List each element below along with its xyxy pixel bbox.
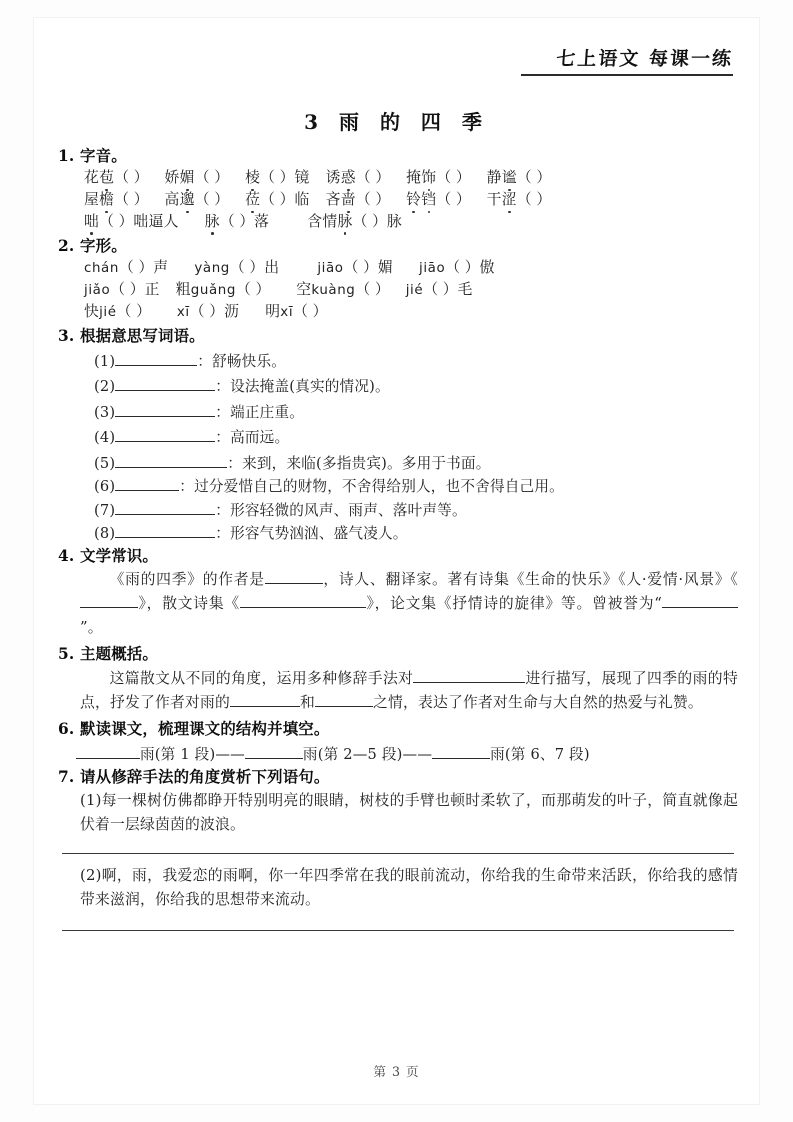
term-hanqing-1: 含情	[307, 213, 338, 230]
pinyin-yang: yàng	[194, 261, 230, 277]
answer-blank-subject[interactable]	[413, 667, 525, 683]
term-duoduo-2: 咄逼人	[133, 213, 179, 230]
term-mailuo-2: 落	[254, 213, 270, 230]
term-jingmi-1: 静	[486, 169, 502, 187]
item-number: (4)	[94, 429, 116, 447]
answer-paren-5[interactable]: （ ）	[436, 169, 471, 187]
answer-blank[interactable]	[115, 452, 227, 468]
answer-paren-13[interactable]: （ ）	[99, 213, 134, 230]
pinyin-jiao-3: jiǎo	[84, 283, 111, 298]
structure-fill-row	[76, 743, 738, 762]
char-kuai: 快	[84, 302, 100, 320]
item-text: ：设法掩盖(真实的情况)。	[215, 378, 390, 396]
pinyin-jiao-1: jiāo	[317, 261, 344, 277]
answer-paren-16[interactable]: （ ）	[118, 259, 154, 277]
item-number: (8)	[94, 525, 116, 543]
answer-blank[interactable]	[115, 401, 215, 417]
term-lingdang-2: 铛	[421, 191, 437, 209]
term-lengjing-2: 镜	[294, 169, 310, 187]
term-wuyan-1: 屋	[84, 191, 100, 209]
term-jiaomei-2: 媚	[179, 169, 195, 187]
definition-item	[94, 475, 738, 494]
answer-paren-2[interactable]: （ ）	[194, 169, 230, 187]
char-ming: 明	[265, 302, 281, 320]
definition-item	[94, 375, 738, 394]
item-number: (2)	[94, 378, 116, 396]
char-chu: 出	[264, 259, 280, 277]
term-huabao-1: 花	[84, 169, 100, 187]
item-number: (7)	[94, 501, 116, 519]
term-lilin-1: 莅	[245, 191, 261, 209]
section-heading-7: 7. 请从修辞手法的角度赏析下列语句。	[58, 767, 330, 786]
answer-paren-11[interactable]: （ ）	[436, 191, 471, 209]
definition-item	[94, 401, 738, 420]
definition-item	[94, 426, 738, 445]
pinyin-chan: chán	[84, 261, 119, 277]
answer-paren-9[interactable]: （ ）	[260, 191, 295, 209]
char-li: 沥	[224, 302, 240, 320]
character-row-3	[84, 302, 738, 320]
answer-paren-6[interactable]: （ ）	[516, 169, 552, 187]
theme-summary-paragraph	[80, 667, 738, 715]
answer-blank-collection-1[interactable]	[80, 592, 138, 608]
answer-paren-4[interactable]: （ ）	[355, 169, 391, 187]
answer-paren-25[interactable]: （ ）	[189, 302, 225, 320]
answer-line-1[interactable]	[62, 853, 734, 854]
lk-text-5: ”。	[80, 619, 103, 637]
term-gaomiao-1: 高	[164, 191, 180, 209]
header-underline	[521, 74, 733, 76]
term-yanshi-1: 掩	[406, 169, 422, 187]
ts-text-2: 进行描写，展现了四季的雨的特点，抒发了作者对雨的	[80, 669, 738, 711]
structure-text-3: 雨(第 6、7 段)	[490, 746, 590, 764]
answer-paren-18[interactable]: （ ）	[343, 259, 378, 277]
char-cu: 粗	[175, 281, 191, 298]
answer-blank[interactable]	[115, 426, 215, 442]
answer-paren-26[interactable]: （ ）	[293, 302, 328, 320]
answer-paren-3[interactable]: （ ）	[260, 169, 295, 187]
term-mailuo-1: 脉	[204, 213, 220, 230]
answer-paren-15[interactable]: （ ）	[352, 213, 387, 230]
term-huabao-2: 苞	[99, 169, 115, 187]
structure-text-2: 雨(第 2—5 段)——	[302, 746, 433, 764]
answer-blank-structure-3[interactable]	[432, 743, 490, 759]
term-linse-2: 啬	[340, 191, 356, 209]
term-hanqing-2: 脉	[337, 213, 353, 230]
answer-paren-21[interactable]: （ ）	[235, 281, 271, 298]
appreciation-question-2: (2)啊，雨，我爱恋的雨啊，你一年四季常在我的眼前流动，你给我的生命带来活跃，你给我的感情带来滋润，你给我的思想带来流动。	[80, 867, 738, 909]
term-yanshi-2: 饰	[421, 169, 437, 187]
char-kong: 空	[296, 281, 312, 298]
item-text: ：形容气势汹汹、盛气凌人。	[215, 525, 408, 543]
term-lengjing-1: 棱	[245, 169, 261, 187]
character-row-2	[84, 283, 738, 298]
pinyin-jiao-2: jiāo	[419, 261, 446, 277]
answer-paren-19[interactable]: （ ）	[445, 259, 480, 277]
item-text: ：形容轻微的风声、雨声、落叶声等。	[215, 501, 467, 519]
term-lilin-2: 临	[294, 191, 310, 209]
ts-text-1: 这篇散文从不同的角度，运用多种修辞手法对	[109, 669, 414, 687]
definition-item	[94, 522, 738, 541]
item-text: ：舒畅快乐。	[197, 352, 287, 370]
section-heading-5: 5. 主题概括。	[58, 645, 158, 664]
char-sheng: 声	[153, 259, 169, 277]
lk-text-3: 》，散文诗集《	[138, 595, 240, 613]
definition-item	[94, 499, 738, 518]
answer-blank-honorific[interactable]	[662, 592, 738, 608]
answer-blank[interactable]	[115, 522, 215, 538]
answer-paren-14[interactable]: （ ）	[219, 213, 255, 230]
char-ao: 傲	[479, 259, 495, 277]
ts-text-3: 和	[299, 693, 315, 711]
answer-blank-structure-1[interactable]	[76, 743, 140, 759]
term-hanqing-3: 脉	[386, 213, 402, 230]
definition-item	[94, 452, 738, 471]
paper-sheet	[34, 18, 759, 1104]
answer-paren-22[interactable]: （ ）	[355, 281, 390, 298]
section-heading-6: 6. 默读课文，梳理课文的结构并填空。	[58, 719, 330, 738]
term-ganse-2: 涩	[501, 191, 517, 209]
term-jiaomei-1: 娇	[164, 169, 180, 187]
answer-paren-10[interactable]: （ ）	[355, 191, 391, 209]
page-title: 3 雨 的 四 季	[304, 110, 489, 134]
item-text: ：来到，来临(多指贵宾)。多用于书面。	[227, 454, 491, 472]
item-number: (5)	[94, 454, 116, 472]
pronunciation-row-1	[84, 171, 738, 186]
pinyin-xi-2: xī	[280, 304, 294, 320]
answer-blank[interactable]	[115, 350, 197, 366]
pronunciation-row-2	[84, 193, 738, 208]
definition-item	[94, 350, 738, 369]
answer-paren-7[interactable]: （ ）	[114, 191, 149, 209]
item-number: (3)	[94, 403, 116, 421]
answer-blank-author[interactable]	[265, 568, 323, 584]
pinyin-xi-1: xī	[176, 304, 190, 320]
pinyin-jie-1: jié	[405, 283, 424, 298]
page-footer: 第 3 页	[373, 1064, 420, 1079]
pinyin-guang: guǎng	[190, 283, 236, 298]
answer-blank-collection-2[interactable]	[240, 592, 366, 608]
lk-text-2: ，诗人、翻译家。著有诗集《生命的快乐》《人·爱情·风景》《	[322, 571, 738, 589]
section-heading-2: 2. 字形。	[58, 236, 127, 255]
answer-blank-feeling-1[interactable]	[230, 691, 300, 707]
char-mei: 媚	[377, 259, 393, 277]
character-row-1	[84, 261, 738, 276]
answer-blank-structure-2[interactable]	[245, 743, 303, 759]
term-youhuo-1: 诱	[325, 169, 341, 187]
item-text: ：高而远。	[215, 429, 290, 447]
answer-line-2[interactable]	[62, 930, 734, 931]
page-header	[521, 44, 733, 76]
item-number: (1)	[94, 352, 116, 370]
term-ганse-1: 干	[486, 191, 502, 209]
answer-blank[interactable]	[115, 475, 179, 491]
section-heading-4: 4. 文学常识。	[58, 546, 158, 565]
appreciation-question-1: (1)每一棵树仿佛都睁开特别明亮的眼睛，树枝的手臂也顿时柔软了，而那萌发的叶子，简直就像起伏着一层绿茵茵的波浪。	[80, 792, 738, 834]
answer-blank-feeling-2[interactable]	[315, 691, 373, 707]
term-gaomiao-2: 邈	[179, 191, 195, 209]
section-heading-1: 1. 字音。	[58, 147, 127, 165]
item-text: ：端正庄重。	[215, 403, 305, 421]
answer-paren-24[interactable]: （ ）	[116, 302, 151, 320]
term-lingdang-1: 铃	[406, 191, 422, 209]
char-zheng: 正	[144, 281, 160, 298]
worksheet-content	[58, 140, 738, 941]
term-youhuo-2: 惑	[340, 169, 356, 187]
literary-knowledge-paragraph	[80, 568, 738, 640]
answer-blank[interactable]	[115, 375, 215, 391]
item-number: (6)	[94, 478, 116, 496]
pinyin-jie-2: jié	[99, 304, 117, 320]
term-jingmi-2: 谧	[501, 169, 517, 187]
pinyin-kuang: kuàng	[311, 283, 356, 298]
section-heading-3: 3. 根据意思写词语。	[58, 326, 205, 345]
answer-paren-8[interactable]: （ ）	[194, 191, 230, 209]
lk-text-4: 》，论文集《抒情诗的旋律》等。曾被誉为“	[365, 595, 662, 613]
structure-text-1: 雨(第 1 段)——	[140, 746, 245, 764]
term-wuyan-2: 檐	[99, 191, 115, 209]
answer-paren-23[interactable]: （ ）	[423, 281, 458, 298]
term-duoduo-1: 咄	[84, 213, 100, 230]
answer-paren-1[interactable]: （ ）	[114, 169, 149, 187]
term-linse-1: 吝	[325, 191, 341, 209]
header-banner-text: 七上语文 每课一练	[555, 48, 734, 70]
answer-blank[interactable]	[115, 499, 215, 515]
item-text: ：过分爱惜自己的财物，不舍得给别人，也不舍得自己用。	[179, 478, 564, 496]
answer-paren-17[interactable]: （ ）	[229, 259, 265, 277]
char-mao: 毛	[457, 281, 473, 298]
ts-text-4: 之情，表达了作者对生命与大自然的热爱与礼赞。	[372, 693, 703, 711]
answer-paren-20[interactable]: （ ）	[110, 281, 145, 298]
pronunciation-row-3	[84, 215, 738, 230]
lk-text-1: 《雨的四季》的作者是	[109, 571, 265, 589]
answer-paren-12[interactable]: （ ）	[516, 191, 552, 209]
